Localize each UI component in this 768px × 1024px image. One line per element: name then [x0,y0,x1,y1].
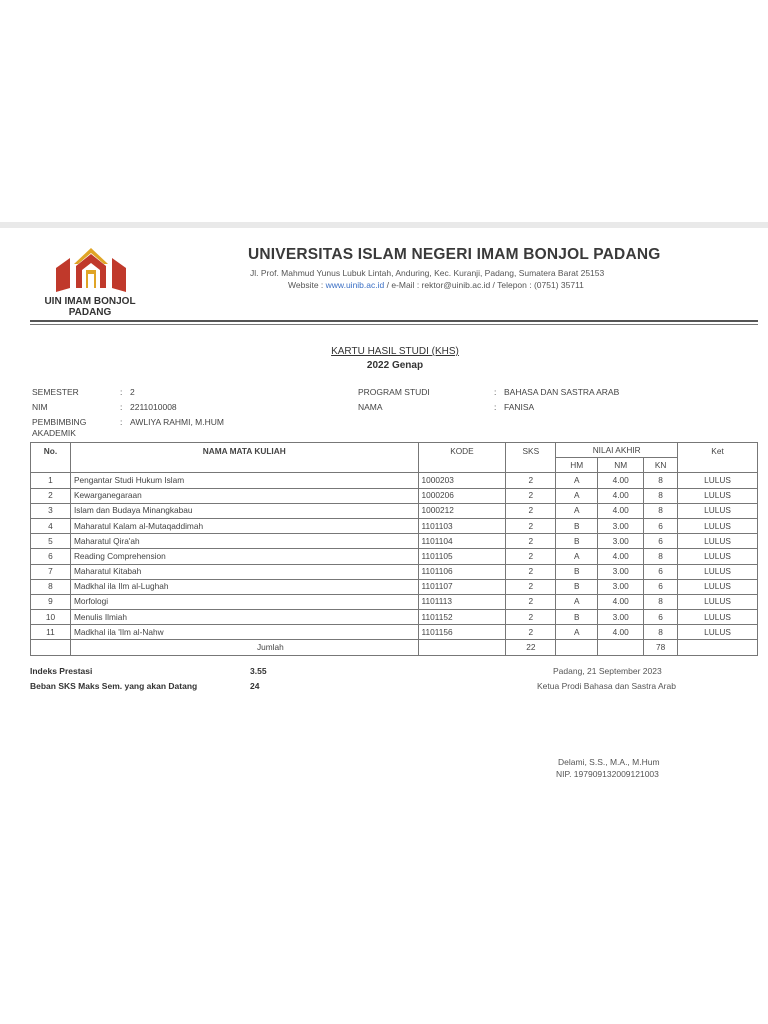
document-title: KARTU HASIL STUDI (KHS) [331,346,459,357]
cell-no: 5 [31,534,71,549]
nim-label: NIM [32,402,48,412]
uin-imam-bonjol-logo-icon [52,244,130,296]
cell-hm: B [556,534,598,549]
total-empty-cell [598,640,644,655]
col-header-nm: NM [598,458,644,473]
cell-nm: 4.00 [598,488,644,503]
cell-no: 11 [31,625,71,640]
cell-code: 1000206 [418,488,506,503]
cell-kn: 6 [644,564,678,579]
cell-sks: 2 [506,594,556,609]
cell-kn: 8 [644,549,678,564]
table-row [31,488,758,503]
table-header-row [31,443,758,458]
blank-top-area [0,0,768,222]
cell-hm: B [556,610,598,625]
signature-nip: NIP. 197909132009121003 [556,769,659,779]
cell-remark: LULUS [678,625,758,640]
cell-no: 6 [31,549,71,564]
cell-course: Morfologi [70,594,418,609]
signature-role: Ketua Prodi Bahasa dan Sastra Arab [537,681,676,691]
cell-hm: B [556,579,598,594]
max-sks-value: 24 [250,681,260,691]
col-header-remark: Ket [678,443,758,473]
cell-remark: LULUS [678,549,758,564]
cell-code: 1000203 [418,473,506,488]
cell-remark: LULUS [678,473,758,488]
cell-code: 1101106 [418,564,506,579]
col-header-no: No. [31,443,71,473]
cell-nm: 4.00 [598,473,644,488]
logo-caption-line1: UIN IMAM BONJOL [44,296,136,307]
colon: : [120,417,123,427]
logo-caption [40,296,140,318]
ip-label: Indeks Prestasi [30,666,93,676]
cell-kn: 6 [644,534,678,549]
table-row [31,579,758,594]
cell-code: 1101103 [418,518,506,533]
cell-hm: A [556,594,598,609]
cell-kn: 8 [644,473,678,488]
cell-nm: 4.00 [598,594,644,609]
cell-nm: 4.00 [598,503,644,518]
header-rule-thin [30,324,758,325]
cell-course: Madkhal ila 'Ilm al-Nahw [70,625,418,640]
cell-course: Maharatul Qira'ah [70,534,418,549]
ip-value: 3.55 [250,666,267,676]
table-row [31,534,758,549]
cell-nm: 3.00 [598,610,644,625]
cell-course: Maharatul Kalam al-Mutaqaddimah [70,518,418,533]
cell-kn: 6 [644,610,678,625]
cell-course: Kewarganegaraan [70,488,418,503]
program-value: BAHASA DAN SASTRA ARAB [504,387,620,397]
cell-kn: 8 [644,594,678,609]
total-empty-cell [31,640,71,655]
cell-sks: 2 [506,610,556,625]
advisor-label: PEMBIMBING [32,417,87,427]
table-row [31,473,758,488]
cell-hm: A [556,488,598,503]
cell-course: Madkhal ila Ilm al-Lughah [70,579,418,594]
colon: : [494,387,497,397]
cell-remark: LULUS [678,534,758,549]
university-name: UNIVERSITAS ISLAM NEGERI IMAM BONJOL PADANG [248,246,661,263]
total-kn: 78 [644,640,678,655]
cell-remark: LULUS [678,564,758,579]
cell-kn: 6 [644,579,678,594]
khs-document [0,228,768,1024]
cell-sks: 2 [506,518,556,533]
col-header-sks: SKS [506,443,556,473]
cell-hm: B [556,564,598,579]
cell-code: 1101113 [418,594,506,609]
cell-no: 9 [31,594,71,609]
nim-value: 2211010008 [130,402,177,412]
contact-suffix: / e-Mail : rektor@uinib.ac.id / Telepon : (0751) 35711 [384,280,584,290]
cell-no: 8 [31,579,71,594]
university-logo [40,244,140,324]
cell-code: 1101104 [418,534,506,549]
document-subtitle: 2022 Genap [366,360,424,371]
cell-no: 7 [31,564,71,579]
semester-label: SEMESTER [32,387,79,397]
cell-kn: 8 [644,625,678,640]
cell-hm: B [556,518,598,533]
total-sks: 22 [506,640,556,655]
cell-course: Pengantar Studi Hukum Islam [70,473,418,488]
signature-place-date: Padang, 21 September 2023 [553,666,662,676]
header-rule [30,320,758,322]
cell-remark: LULUS [678,594,758,609]
cell-no: 3 [31,503,71,518]
cell-sks: 2 [506,625,556,640]
website-link[interactable]: www.uinib.ac.id [325,280,385,290]
cell-sks: 2 [506,579,556,594]
cell-remark: LULUS [678,488,758,503]
cell-nm: 3.00 [598,579,644,594]
table-row [31,594,758,609]
total-empty-cell [556,640,598,655]
cell-nm: 3.00 [598,518,644,533]
cell-hm: A [556,549,598,564]
total-empty-cell [678,640,758,655]
cell-nm: 3.00 [598,564,644,579]
table-row [31,625,758,640]
table-row [31,610,758,625]
university-contact [288,280,584,290]
cell-course: Maharatul Kitabah [70,564,418,579]
cell-code: 1101107 [418,579,506,594]
cell-code: 1000212 [418,503,506,518]
cell-hm: A [556,503,598,518]
table-total-row [31,640,758,655]
colon: : [494,402,497,412]
cell-sks: 2 [506,503,556,518]
col-header-hm: HM [556,458,598,473]
website-prefix: Website : [288,280,326,290]
cell-sks: 2 [506,488,556,503]
cell-no: 10 [31,610,71,625]
cell-code: 1101105 [418,549,506,564]
cell-remark: LULUS [678,503,758,518]
cell-no: 2 [31,488,71,503]
colon: : [120,387,123,397]
cell-kn: 6 [644,518,678,533]
cell-hm: A [556,625,598,640]
cell-remark: LULUS [678,518,758,533]
cell-course: Menulis Ilmiah [70,610,418,625]
col-header-course: NAMA MATA KULIAH [70,443,418,473]
cell-nm: 3.00 [598,534,644,549]
cell-no: 1 [31,473,71,488]
cell-remark: LULUS [678,610,758,625]
colon: : [120,402,123,412]
cell-sks: 2 [506,549,556,564]
col-header-kn: KN [644,458,678,473]
total-empty-cell [418,640,506,655]
cell-no: 4 [31,518,71,533]
university-address: Jl. Prof. Mahmud Yunus Lubuk Lintah, Anduring, Kec. Kuranji, Padang, Sumatera Barat 25153 [250,268,605,278]
cell-kn: 8 [644,503,678,518]
table-row [31,503,758,518]
cell-code: 1101156 [418,625,506,640]
col-header-code: KODE [418,443,506,473]
cell-sks: 2 [506,564,556,579]
program-label: PROGRAM STUDI [358,387,430,397]
logo-caption-line2: PADANG [68,307,112,318]
cell-sks: 2 [506,473,556,488]
cell-nm: 4.00 [598,549,644,564]
name-label: NAMA [358,402,383,412]
cell-course: Reading Comprehension [70,549,418,564]
name-value: FANISA [504,402,535,412]
advisor-label-2: AKADEMIK [32,428,76,438]
cell-course: Islam dan Budaya Minangkabau [70,503,418,518]
signature-name: Delami, S.S., M.A., M.Hum [558,757,660,767]
table-row [31,518,758,533]
cell-hm: A [556,473,598,488]
cell-sks: 2 [506,534,556,549]
cell-kn: 8 [644,488,678,503]
grades-table [30,442,758,656]
col-header-final-grade: NILAI AKHIR [556,443,678,458]
max-sks-label: Beban SKS Maks Sem. yang akan Datang [30,681,198,691]
advisor-value: AWLIYA RAHMI, M.HUM [130,417,224,427]
table-row [31,564,758,579]
semester-value: 2 [130,387,135,397]
cell-remark: LULUS [678,579,758,594]
table-row [31,549,758,564]
cell-code: 1101152 [418,610,506,625]
cell-nm: 4.00 [598,625,644,640]
total-label: Jumlah [70,640,418,655]
